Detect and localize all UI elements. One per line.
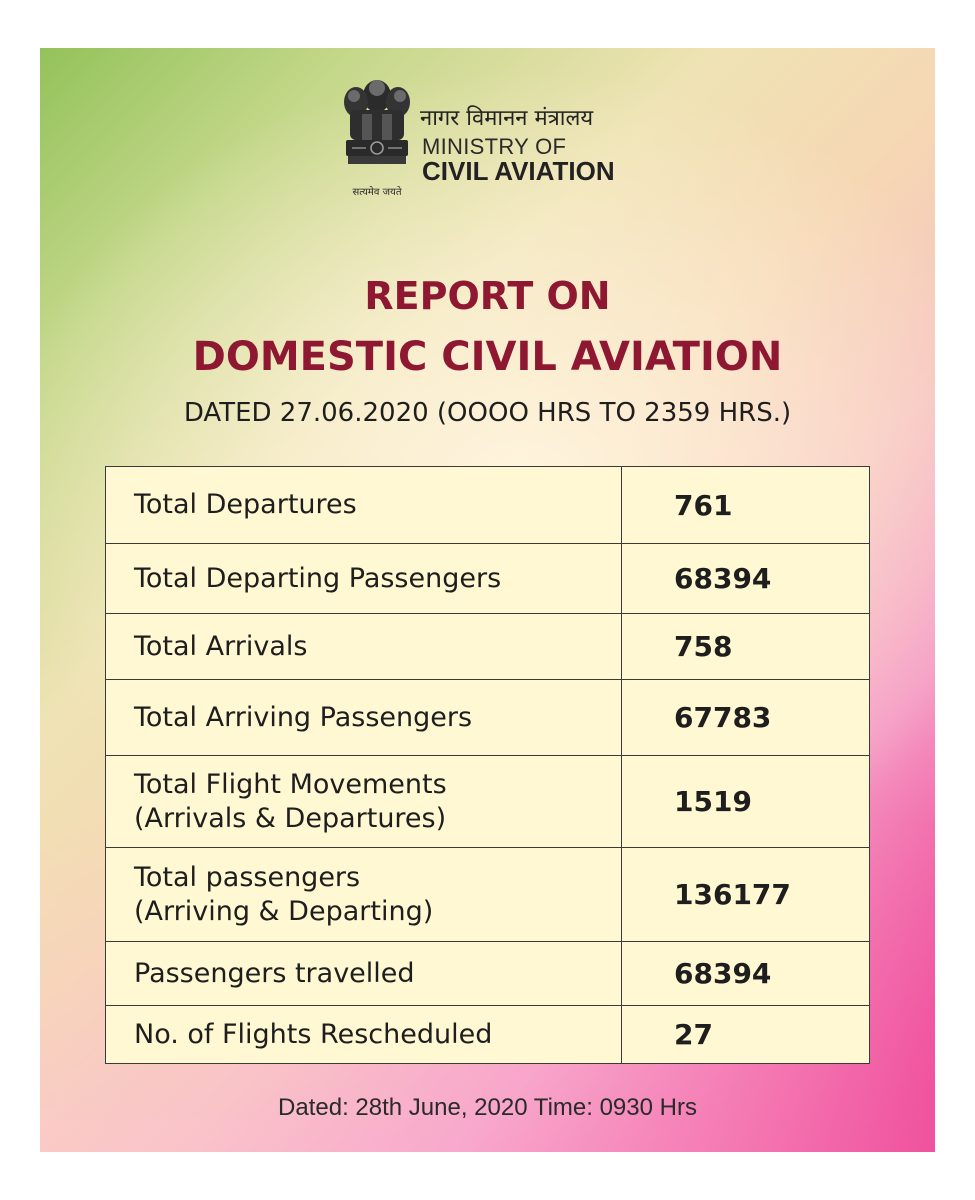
table-row [106,848,870,942]
report-date-range: DATED 27.06.2020 (OOOO HRS TO 2359 HRS.) [183,398,792,428]
row-label: Passengers travelled [106,942,622,1006]
row-label: Total passengers (Arriving & Departing) [106,848,622,942]
row-label: Total Flight Movements (Arrivals & Departures) [106,756,622,848]
row-value: 67783 [622,680,870,756]
table-row [106,467,870,544]
report-poster [40,48,935,1152]
table-row [106,1006,870,1064]
ministry-hindi-title: नागर विमानन मंत्रालय [420,106,594,131]
row-label: Total Departing Passengers [106,544,622,614]
row-value: 136177 [622,848,870,942]
ministry-name-line2: CIVIL AVIATION [422,156,615,186]
row-value: 27 [622,1006,870,1064]
row-label: No. of Flights Rescheduled [106,1006,622,1064]
footer-dated: Dated: 28th June, 2020 Time: 0930 Hrs [278,1094,697,1121]
state-emblem-icon [340,74,414,192]
emblem-motto: सत्यमेव जयते [352,187,402,198]
row-label: Total Arrivals [106,614,622,680]
stats-table [105,466,870,1064]
ministry-name-line1: MINISTRY OF [422,134,567,159]
row-label: Total Departures [106,467,622,544]
table-row [106,614,870,680]
row-label: Total Arriving Passengers [106,680,622,756]
row-value: 68394 [622,942,870,1006]
row-value: 1519 [622,756,870,848]
row-value: 758 [622,614,870,680]
table-row [106,680,870,756]
table-row [106,544,870,614]
report-title-line1: REPORT ON [364,274,611,318]
row-value: 761 [622,467,870,544]
row-value: 68394 [622,544,870,614]
table-row [106,942,870,1006]
table-row [106,756,870,848]
report-title-line2: DOMESTIC CIVIL AVIATION [192,334,783,380]
